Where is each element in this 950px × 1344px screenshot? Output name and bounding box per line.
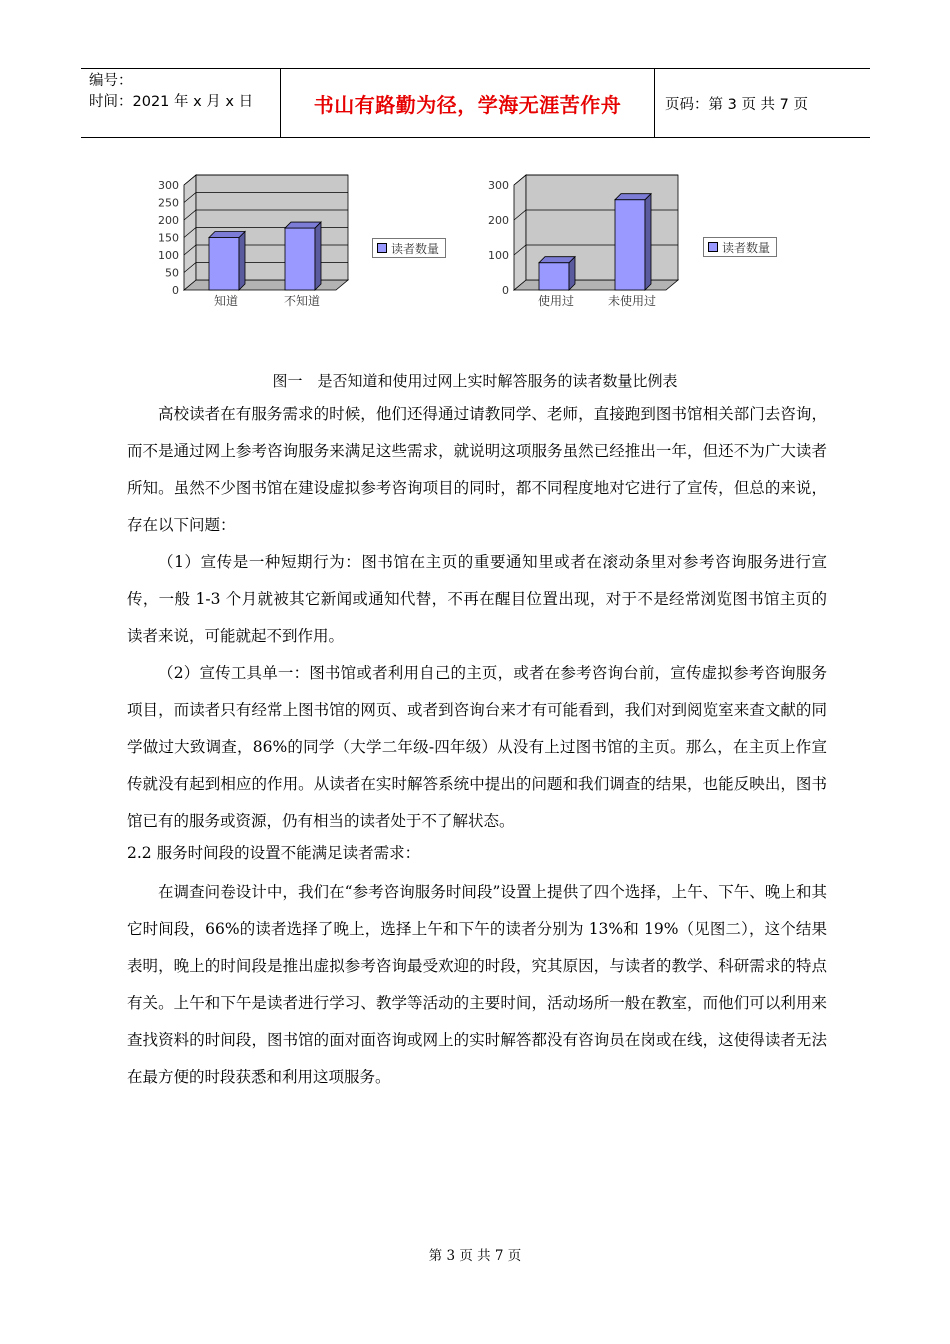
legend-swatch (708, 242, 718, 252)
chart-usage-ytick-label: 300 (488, 179, 509, 192)
bar-top (615, 194, 651, 200)
bar-front (209, 238, 239, 291)
bar-front (539, 263, 569, 290)
chart-awareness (140, 170, 370, 320)
legend-label: 读者数量 (722, 240, 771, 255)
chart-awareness-bar (209, 232, 245, 291)
chart-usage-bar (615, 194, 651, 290)
page-header (81, 68, 870, 138)
paragraph-4: 在调查问卷设计中，我们在“参考咨询服务时间段”设置上提供了四个选择，上午、下午、晚上和其它时间段，66%的读者选择了晚上，选择上午和下午的读者分别为 13%和 19%（见图二），这个结果表明，晚上的时间段是推出虚拟参考咨询最受欢迎的时段，究其原因，与读者的教学、科研需求的特点有关。上午和下午是读者进行学习、教学等活动的主要时间，活动场所一般在教室，而他们可以利用来查找资料的时间段，图书馆的面对面咨询或网上的实时解答都没有咨询员在岗或在线，这使得读者无法在最方便的时段获悉和利用这项服务。 (127, 883, 827, 1086)
bar-side (645, 194, 651, 290)
chart-awareness-xtick-label: 知道 (213, 294, 239, 308)
chart-awareness-ytick-label: 200 (158, 214, 179, 227)
figure-caption: 图一 是否知道和使用过网上实时解答服务的读者数量比例表 (272, 372, 678, 390)
header-date: 时间：2021 年 x 月 x 日 (89, 94, 254, 110)
header-page-number: 页码：第 3 页 共 7 页 (665, 96, 808, 113)
chart-usage-ytick-label: 0 (502, 284, 509, 297)
header-meta (81, 69, 281, 137)
chart-usage-bar (539, 257, 575, 290)
section-heading: 2.2 服务时间段的设置不能满足读者需求： (127, 844, 421, 862)
legend-label: 读者数量 (391, 241, 440, 256)
bar-top (285, 222, 321, 228)
paragraph-3: （2）宣传工具单一：图书馆或者利用自己的主页，或者在参考咨询台前，宣传虚拟参考咨询服务项目，而读者只有经常上图书馆的网页、或者到咨询台来才有可能看到，我们对到阅览室来查文献的同学做过大致调查，86%的同学（大学二年级-四年级）从没有上过图书馆的主页。那么，在主页上作宣传就没有起到相应的作用。从读者在实时解答系统中提出的问题和我们调查的结果，也能反映出，图书馆已有的服务或资源，仍有相当的读者处于不了解状态。 (127, 664, 827, 830)
paragraph-1: 高校读者在有服务需求的时候，他们还得通过请教同学、老师，直接跑到图书馆相关部门去咨询，而不是通过网上参考咨询服务来满足这些需求，就说明这项服务虽然已经推出一年，但还不为广大读者所知。虽然不少图书馆在建设虚拟参考咨询项目的同时，都不同程度地对它进行了宣传，但总的来说，存在以下问题： (127, 405, 827, 534)
bar-front (615, 200, 645, 290)
chart-awareness-ytick-label: 300 (158, 179, 179, 192)
bar-top (209, 232, 245, 238)
header-motto: 书山有路勤为径，学海无涯苦作舟 (281, 69, 655, 137)
bar-side (315, 222, 321, 290)
chart-awareness-bar (285, 222, 321, 290)
bar-top (539, 257, 575, 263)
chart-awareness-ytick-label: 0 (172, 284, 179, 297)
chart-usage-ytick-label: 200 (488, 214, 509, 227)
chart-usage-xtick-label: 使用过 (537, 294, 575, 308)
paragraph-2: （1）宣传是一种短期行为：图书馆在主页的重要通知里或者在滚动条里对参考咨询服务进行宣传，一般 1-3 个月就被其它新闻或通知代替，不再在醒目位置出现，对于不是经常浏览图书馆主页的读者来说，可能就起不到作用。 (127, 553, 827, 645)
chart-usage-ytick-label: 100 (488, 249, 509, 262)
header-id: 编号： (89, 73, 133, 89)
chart-usage-side-wall (514, 175, 526, 290)
bar-side (239, 232, 245, 291)
legend-swatch (377, 243, 387, 253)
chart-awareness-legend (372, 238, 446, 258)
chart-usage-legend (703, 237, 777, 257)
chart-awareness-xtick-label: 不知道 (283, 294, 321, 308)
page-footer: 第 3 页 共 7 页 (428, 1248, 522, 1264)
chart-usage (470, 170, 700, 320)
chart-usage-floor (514, 280, 678, 290)
chart-awareness-ytick-label: 100 (158, 249, 179, 262)
chart-usage-xtick-label: 未使用过 (607, 294, 657, 308)
chart-awareness-ytick-label: 150 (158, 231, 179, 245)
chart-awareness-ytick-label: 50 (165, 266, 179, 280)
chart-awareness-ytick-label: 250 (158, 196, 179, 210)
bar-front (285, 228, 315, 290)
